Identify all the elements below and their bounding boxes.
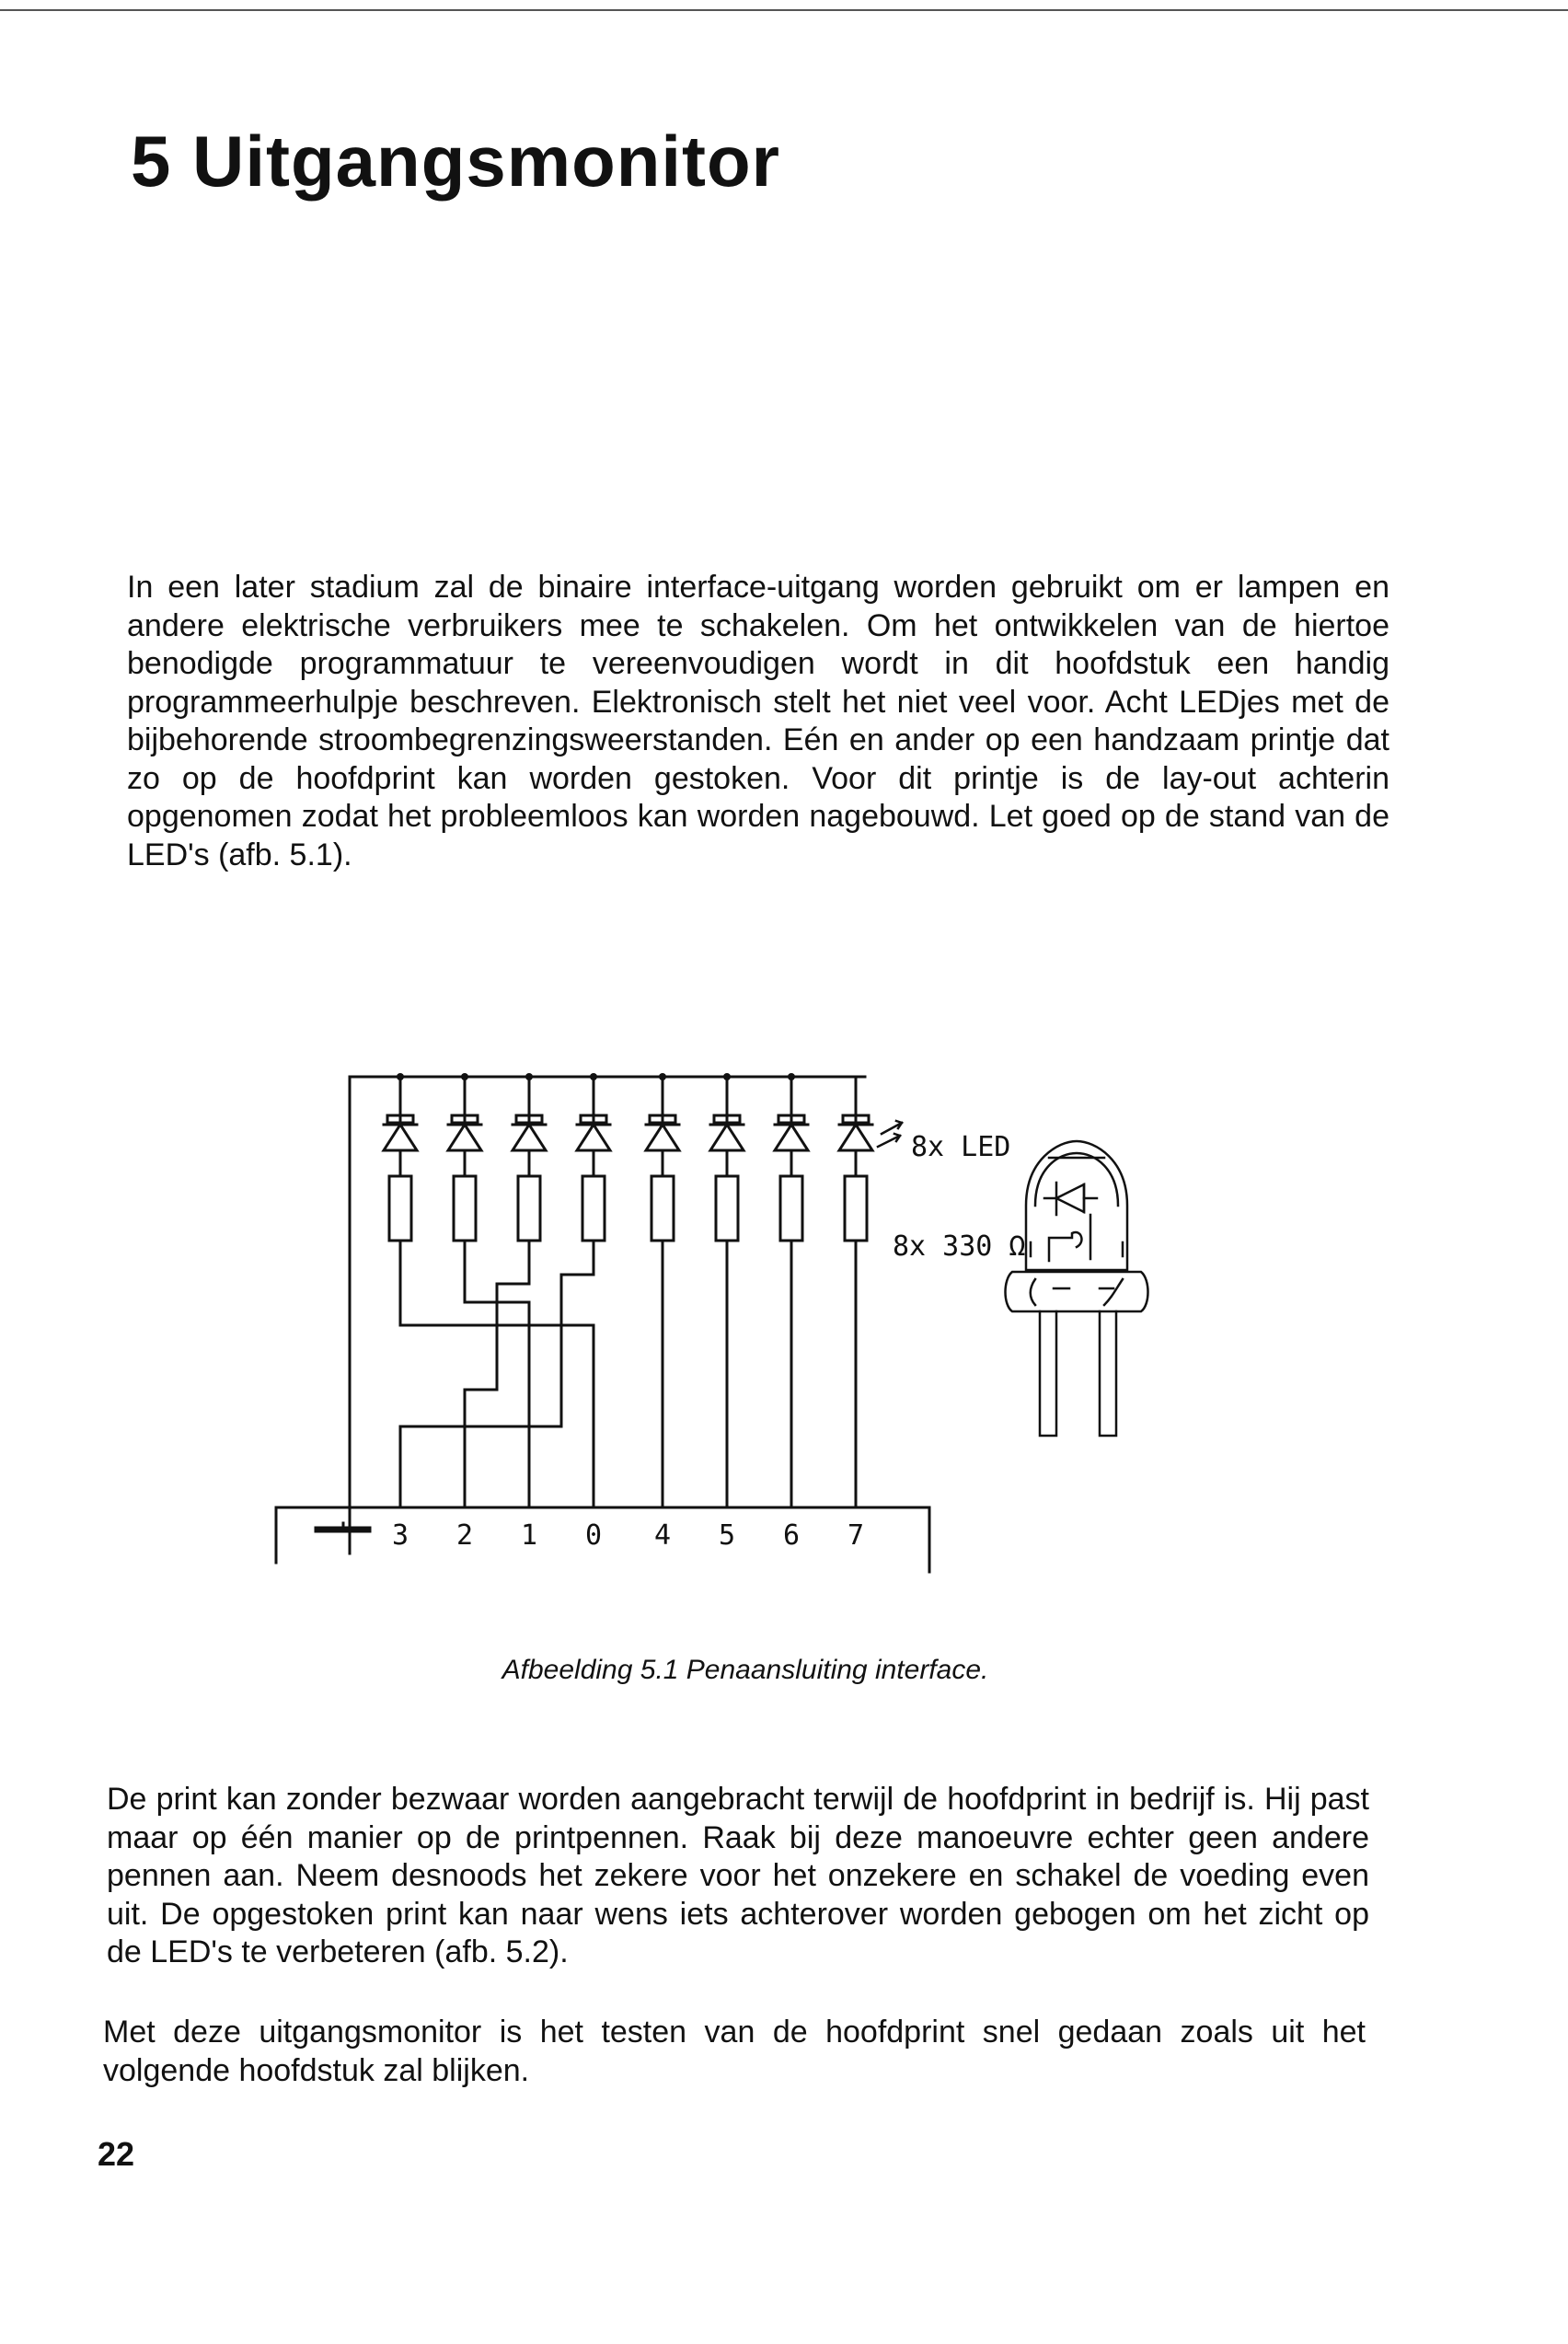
- resistor-icon: [518, 1176, 540, 1241]
- ground-icon: [317, 1523, 368, 1530]
- pin-label: 3: [392, 1519, 409, 1552]
- led-channel: [646, 1073, 679, 1241]
- top-rule: [0, 9, 1568, 11]
- led-package-icon: [1006, 1141, 1148, 1436]
- led-icon: [448, 1125, 481, 1150]
- resistor-icon: [716, 1176, 738, 1241]
- resistor-icon: [845, 1176, 867, 1241]
- pin-label: 7: [847, 1519, 865, 1552]
- led-count-label: 8x LED: [911, 1131, 1011, 1163]
- led-channel: [577, 1073, 610, 1241]
- led-columns: [384, 1073, 872, 1241]
- mounting-paragraph: De print kan zonder bezwaar worden aangebracht terwijl de hoofdprint in bedrijf is. Hij past maar op één manier op de printpennen. Raak bij deze manoeuvre echter geen andere pennen aan. Neem desnoods het zekere voor het onzekere en schakel de voeding even uit. De opgestoken print kan naar wens iets achterover worden gebogen om het zicht op de LED's te verbeteren (afb. 5.2).: [107, 1782, 1369, 1969]
- resistor-icon: [454, 1176, 476, 1241]
- junction-dot: [788, 1073, 795, 1080]
- figure-caption: Afbeelding 5.1 Penaansluiting interface.: [502, 1655, 989, 1685]
- led-schematic-diagram: [267, 1058, 1233, 1583]
- schematic-figure: [267, 1058, 1233, 1583]
- led-icon: [384, 1125, 417, 1150]
- led-channel: [839, 1077, 872, 1241]
- intro-paragraph: In een later stadium zal de binaire interface-uitgang worden gebruikt om er lampen en andere elektrische verbruikers mee te schakelen. Om het ontwikkelen van de hiertoe benodigde programmatuur te vereenvoudigen wordt in dit hoofdstuk een handig programmeerhulpje beschreven. Elektronisch stelt het niet veel voor. Acht LEDjes met de bijbehorende stroombegrenzingsweerstanden. Eén en ander op een handzaam printje dat zo op de hoofdprint kan worden gestoken. Voor dit printje is de lay-out achterin opgenomen zodat het probleemloos kan worden nagebouwd. Let goed op de stand van de LED's (afb. 5.1).: [127, 570, 1389, 872]
- pin-label: 5: [719, 1519, 736, 1552]
- pin-routing: [400, 1241, 856, 1507]
- resistor-icon: [582, 1176, 605, 1241]
- led-channel: [775, 1073, 808, 1241]
- led-channel: [710, 1073, 744, 1241]
- junction-dot: [590, 1073, 597, 1080]
- led-channel: [448, 1073, 481, 1241]
- junction-dot: [723, 1073, 731, 1080]
- pin-label: 2: [456, 1519, 474, 1552]
- resistor-icon: [780, 1176, 802, 1241]
- pin-labels: [392, 1519, 864, 1552]
- testing-paragraph: Met deze uitgangsmonitor is het testen van de hoofdprint snel gedaan zoals uit het volgende hoofdstuk zal blijken.: [103, 2015, 1366, 2088]
- junction-dot: [525, 1073, 533, 1080]
- pin-trace: [465, 1241, 529, 1507]
- led-icon: [513, 1125, 546, 1150]
- resistor-icon: [389, 1176, 411, 1241]
- page-number: 22: [98, 2135, 135, 2173]
- led-icon: [710, 1125, 744, 1150]
- light-emission-icon: [878, 1121, 902, 1147]
- led-icon: [775, 1125, 808, 1150]
- resistor-icon: [651, 1176, 674, 1241]
- junction-dot: [659, 1073, 666, 1080]
- led-channel: [384, 1073, 417, 1241]
- led-icon: [646, 1125, 679, 1150]
- led-channel: [513, 1073, 546, 1241]
- chapter-title: 5 Uitgangsmonitor: [131, 121, 781, 202]
- pin-label: 6: [783, 1519, 801, 1552]
- pin-label: 4: [654, 1519, 672, 1552]
- junction-dot: [397, 1073, 404, 1080]
- led-icon: [839, 1125, 872, 1150]
- junction-dot: [461, 1073, 468, 1080]
- led-icon: [577, 1125, 610, 1150]
- pin-label: 0: [585, 1519, 603, 1552]
- resistor-count-label: 8x 330 Ω: [893, 1230, 1026, 1263]
- pin-label: 1: [521, 1519, 538, 1552]
